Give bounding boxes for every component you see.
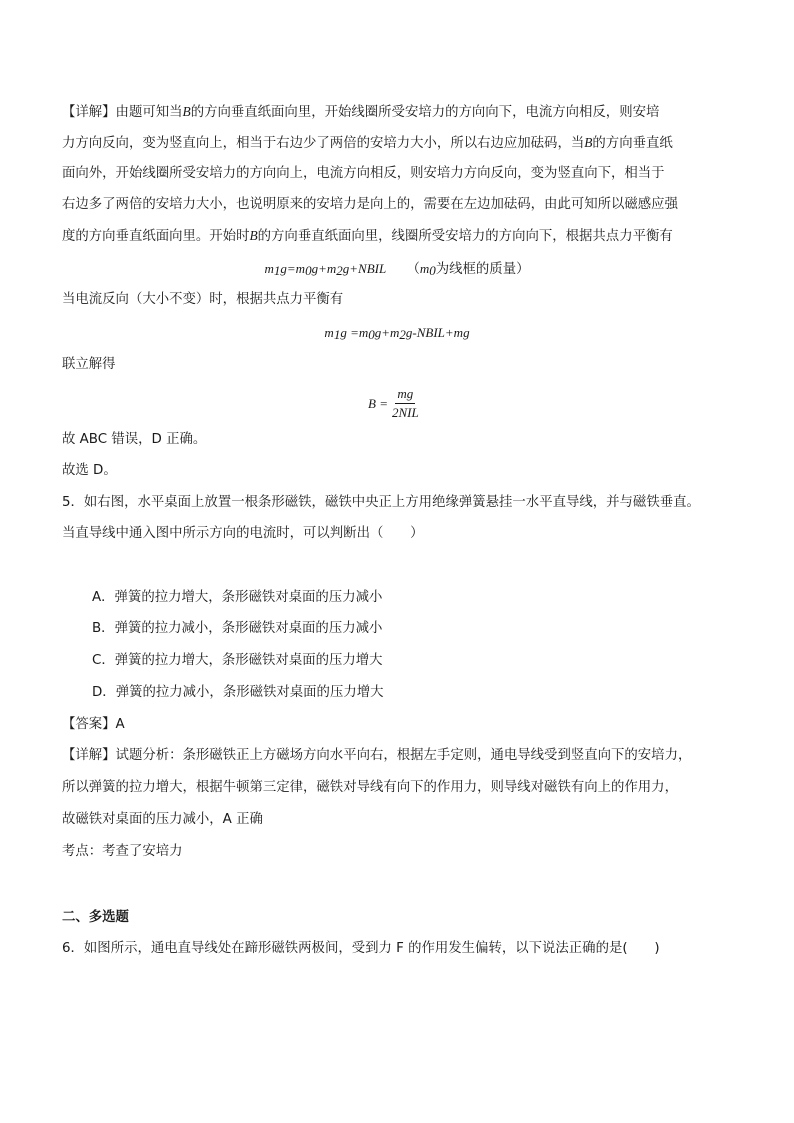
equation-1: $m_1g=m_0g+m_2g+NBIL$ （$m_0$为线框的质量）: [264, 261, 530, 278]
detail-q4-line-7: 联立解得: [62, 357, 116, 372]
q5-option-c: C．弹簧的拉力增大，条形磁铁对桌面的压力增大: [92, 653, 383, 668]
q5-detail-3: 故磁铁对桌面的压力减小，A 正确: [62, 812, 263, 827]
q5-answer: 【答案】A: [62, 717, 125, 732]
q5-detail-1: 【详解】试题分析：条形磁铁正上方磁场方向水平向右，根据左手定则，通电导线受到竖直向下的安培力，: [62, 748, 692, 763]
q5-detail-2: 所以弹簧的拉力增大，根据牛顿第三定律，磁铁对导线有向下的作用力，则导线对磁铁有向上的作用力，: [62, 780, 678, 795]
detail-q4-line-1: 【详解】由题可知当B的方向垂直纸面向里，开始线圈所受安培力的方向向下，电流方向相反，则安培: [62, 104, 660, 120]
equation-3-fraction: B = $\frac{mg}{\text{2NIL}}$: [368, 386, 419, 420]
q6-stem: 6．如图所示，通电直导线处在蹄形磁铁两极间，受到力 F 的作用发生偏转，以下说法正确的是( ): [62, 941, 660, 956]
detail-q4-line-5: 度的方向垂直纸面向里。开始时B的方向垂直纸面向里，线圈所受安培力的方向向下，根据共点力平衡有: [62, 228, 673, 244]
q5-option-d: D．弹簧的拉力减小，条形磁铁对桌面的压力增大: [92, 685, 384, 700]
q5-stem-2: 当直导线中通入图中所示方向的电流时，可以判断出（ ）: [62, 526, 424, 541]
detail-q4-line-4: 右边多了两倍的安培力大小，也说明原来的安培力是向上的，需要在左边加砝码，由此可知所以磁感应强: [62, 197, 678, 212]
detail-q4-line-9: 故选 D。: [62, 463, 117, 478]
q5-option-b: B．弹簧的拉力减小，条形磁铁对桌面的压力减小: [92, 621, 383, 636]
detail-q4-line-6: 当电流反向（大小不变）时，根据共点力平衡有: [62, 292, 344, 307]
q5-option-a: A．弹簧的拉力增大，条形磁铁对桌面的压力减小: [92, 590, 383, 605]
detail-q4-line-8: 故 ABC 错误，D 正确。: [62, 432, 207, 447]
q5-kaodian: 考点：考查了安培力: [62, 844, 183, 859]
section-title-multi-choice: 二、多选题: [62, 910, 129, 925]
detail-q4-line-2: 力方向反向，变为竖直向上，相当于右边少了两倍的安培力大小，所以右边应加砝码，当B的方向垂直纸: [62, 135, 673, 151]
detail-q4-line-3: 面向外，开始线圈所受安培力的方向向上，电流方向相反，则安培力方向反向，变为竖直向下，相当于: [62, 166, 665, 181]
q5-stem-1: 5．如右图，水平桌面上放置一根条形磁铁，磁铁中央正上方用绝缘弹簧悬挂一水平直导线，并与磁铁垂直。: [62, 495, 700, 510]
equation-2: $m_1g$ $=m_0g+m_2g-NBIL+mg$: [324, 325, 470, 342]
